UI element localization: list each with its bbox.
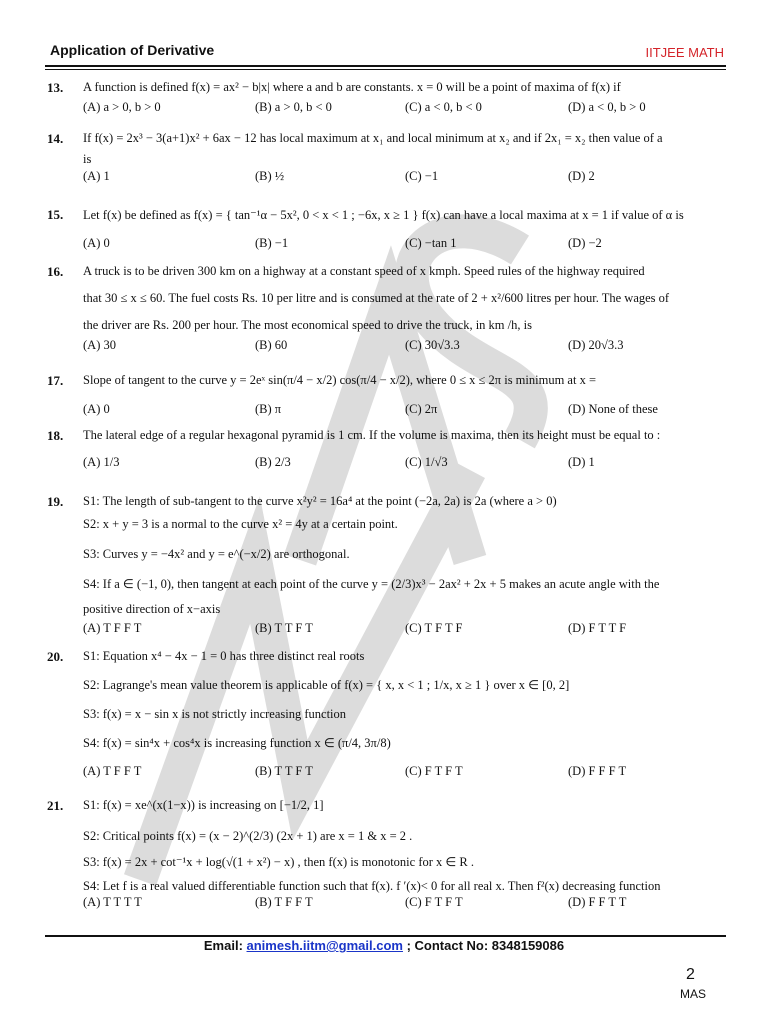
question-text: A function is defined f(x) = ax² − b|x| where a and b are constants. x = 0 will be a point of maxima of f(x) if: [83, 80, 621, 94]
option-d: (D) F F F T: [568, 764, 627, 778]
option-c: (C) a < 0, b < 0: [405, 100, 482, 114]
question-number: 15.: [47, 207, 64, 222]
question-number: 19.: [47, 494, 64, 509]
option-a: (A) T F F T: [83, 764, 142, 778]
email-label: Email:: [203, 938, 247, 953]
question-text: A truck is to be driven 300 km on a highway at a constant speed of x kmph. Speed rules of the highway required: [83, 264, 645, 278]
option-a: (A) 0: [83, 402, 110, 416]
option-a: (A) 1/3: [83, 455, 120, 469]
option-c: (C) 2π: [405, 402, 438, 416]
option-c: (C) F T F T: [405, 895, 463, 909]
option-c: (C) T F T F: [405, 621, 463, 635]
option-b: (B) −1: [255, 236, 289, 250]
option-d: (D) F F T T: [568, 895, 627, 909]
option-b: (B) T T F T: [255, 621, 313, 635]
option-d: (D) 20√3.3: [568, 338, 624, 352]
page-number: 2: [686, 966, 695, 983]
statement-s1: S1: f(x) = xe^(x(1−x)) is increasing on [−1/2, 1]: [83, 798, 324, 812]
question-text: Slope of tangent to the curve y = 2eˣ sin(π/4 − x/2) cos(π/4 − x/2), where 0 ≤ x ≤ 2π is minimum at x =: [83, 373, 596, 387]
option-d: (D) 1: [568, 455, 595, 469]
statement-s3: S3: f(x) = x − sin x is not strictly increasing function: [83, 707, 347, 721]
subject-label: IITJEE MATH: [645, 45, 724, 60]
option-d: (D) a < 0, b > 0: [568, 100, 646, 114]
option-a: (A) a > 0, b > 0: [83, 100, 161, 114]
question-number: 21.: [47, 798, 64, 813]
author-initials: MAS: [680, 987, 707, 1001]
option-b: (B) T T F T: [255, 764, 313, 778]
document-title: Application of Derivative: [50, 42, 215, 58]
option-a: (A) 0: [83, 236, 110, 250]
question-text: The lateral edge of a regular hexagonal pyramid is 1 cm. If the volume is maxima, then its height must be equal to :: [83, 428, 661, 442]
footer-contact: [0, 938, 768, 953]
option-d: (D) F T T F: [568, 621, 627, 635]
question-number: 14.: [47, 131, 64, 146]
statement-s4-cont: positive direction of x−axis: [83, 602, 221, 616]
question-number: 20.: [47, 649, 64, 664]
option-b: (B) 2/3: [255, 455, 291, 469]
option-a: (A) T T T T: [83, 895, 142, 909]
option-b: (B) π: [255, 402, 282, 416]
statement-s4: S4: Let f is a real valued differentiable function such that f(x). f ′(x)< 0 for all real x. Then f²(x) decreasing function: [83, 879, 661, 893]
question-text: Let f(x) be defined as f(x) = { tan⁻¹α − 5x², 0 < x < 1 ; −6x, x ≥ 1 } f(x) can have a local maxima at x = 1 if value of α is: [83, 208, 684, 222]
option-c: (C) 1/√3: [405, 455, 448, 469]
option-a: (A) T F F T: [83, 621, 142, 635]
option-d: (D) −2: [568, 236, 602, 250]
option-c: (C) −1: [405, 169, 439, 183]
statement-s3: S3: f(x) = 2x + cot⁻¹x + log(√(1 + x²) − x) , then f(x) is monotonic for x ∈ R .: [83, 855, 474, 869]
statement-s1: S1: Equation x⁴ − 4x − 1 = 0 has three distinct real roots: [83, 649, 365, 663]
statement-s3: S3: Curves y = −4x² and y = e^(−x/2) are orthogonal.: [83, 547, 350, 561]
option-b: (B) a > 0, b < 0: [255, 100, 332, 114]
option-a: (A) 30: [83, 338, 116, 352]
option-c: (C) F T F T: [405, 764, 463, 778]
option-c: (C) −tan 1: [405, 236, 457, 250]
statement-s2: S2: Lagrange's mean value theorem is applicable of f(x) = { x, x < 1 ; 1/x, x ≥ 1 } over x ∈ [0, 2]: [83, 678, 570, 692]
contact-number: ; Contact No: 8348159086: [402, 938, 565, 953]
header-rule-thin: [45, 69, 726, 70]
question-text: the driver are Rs. 200 per hour. The most economical speed to drive the truck, in km /h, is: [83, 318, 532, 332]
option-b: (B) T F F T: [255, 895, 313, 909]
question-number: 17.: [47, 373, 64, 388]
option-b: (B) ½: [255, 169, 285, 183]
statement-s4: S4: f(x) = sin⁴x + cos⁴x is increasing function x ∈ (π/4, 3π/8): [83, 736, 391, 750]
question-number: 16.: [47, 264, 64, 279]
statement-s2: S2: x + y = 3 is a normal to the curve x² = 4y at a certain point.: [83, 517, 398, 531]
option-d: (D) 2: [568, 169, 595, 183]
question-text: that 30 ≤ x ≤ 60. The fuel costs Rs. 10 per litre and is consumed at the rate of 2 + x²/600 litres per hour. The wages of: [83, 291, 670, 305]
email-link[interactable]: animesh.iitm@gmail.com: [246, 938, 403, 953]
question-number: 13.: [47, 80, 64, 95]
statement-s4: S4: If a ∈ (−1, 0), then tangent at each point of the curve y = (2/3)x³ − 2ax² + 2x + 5 makes an acute angle with the: [83, 577, 660, 591]
option-d: (D) None of these: [568, 402, 658, 416]
question-number: 18.: [47, 428, 64, 443]
question-text: If f(x) = 2x³ − 3(a+1)x² + 6ax − 12 has local maximum at x₁ and local minimum at x₂ and if 2x₁ = x₂ then value of a: [83, 131, 663, 145]
footer-rule: [45, 935, 726, 937]
statement-s1: S1: The length of sub-tangent to the curve x²y² = 16a⁴ at the point (−2a, 2a) is 2a (where a > 0): [83, 494, 557, 508]
option-a: (A) 1: [83, 169, 110, 183]
question-text: is: [83, 152, 92, 166]
option-c: (C) 30√3.3: [405, 338, 460, 352]
option-b: (B) 60: [255, 338, 288, 352]
statement-s2: S2: Critical points f(x) = (x − 2)^(2/3) (2x + 1) are x = 1 & x = 2 .: [83, 829, 413, 843]
header-rule: [45, 65, 726, 67]
